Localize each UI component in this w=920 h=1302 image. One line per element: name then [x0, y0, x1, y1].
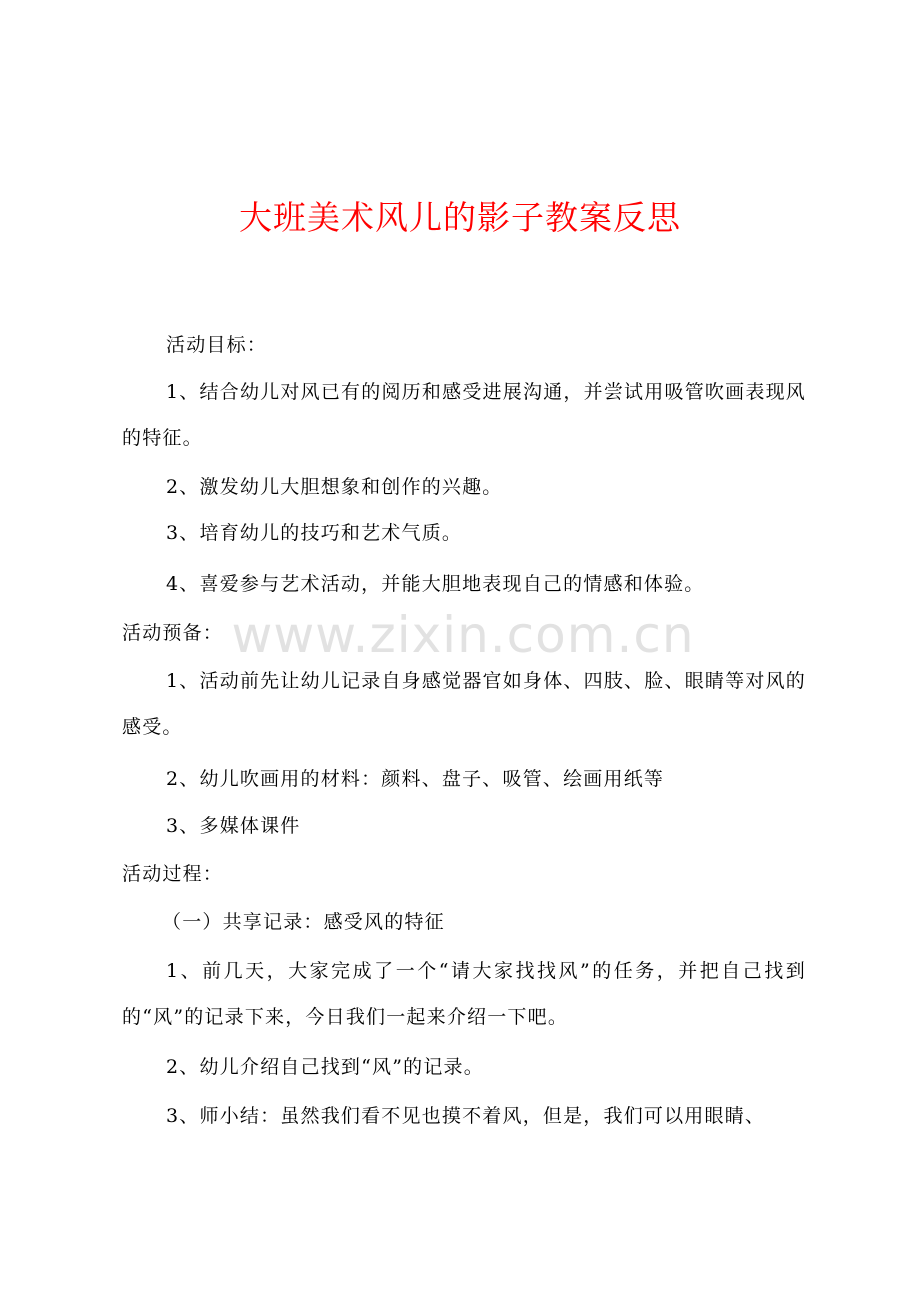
paragraph: 1、前几天，大家完成了一个“请大家找找风”的任务，并把自己找到的“风”的记录下来，今日我们一起来介绍一下吧。 — [122, 960, 806, 1028]
paragraph: 2、激发幼儿大胆想象和创作的兴趣。 — [166, 476, 503, 498]
watermark: www.zixin.com.cn — [231, 606, 695, 664]
paragraph: 2、幼儿介绍自己找到“风”的记录。 — [166, 1056, 484, 1078]
paragraph: 2、幼儿吹画用的材料：颜料、盘子、吸管、绘画用纸等 — [166, 768, 665, 790]
section-heading-preparation: 活动预备： — [122, 622, 224, 644]
sub-heading: （一）共享记录：感受风的特征 — [162, 911, 445, 933]
section-heading-goals: 活动目标： — [166, 334, 268, 356]
paragraph: 3、多媒体课件 — [166, 815, 301, 837]
paragraph: 4、喜爱参与艺术活动，并能大胆地表现自己的情感和体验。 — [166, 573, 705, 595]
section-heading-process: 活动过程： — [122, 863, 224, 885]
document-title: 大班美术风儿的影子教案反思 — [239, 198, 681, 237]
paragraph: 3、培育幼儿的技巧和艺术气质。 — [166, 522, 463, 544]
paragraph: 1、结合幼儿对风已有的阅历和感受进展沟通，并尝试用吸管吹画表现风的特征。 — [122, 381, 806, 449]
paragraph: 3、师小结：虽然我们看不见也摸不着风，但是，我们可以用眼睛、 — [166, 1105, 766, 1127]
paragraph: 1、活动前先让幼儿记录自身感觉器官如身体、四肢、脸、眼睛等对风的感受。 — [122, 670, 806, 738]
